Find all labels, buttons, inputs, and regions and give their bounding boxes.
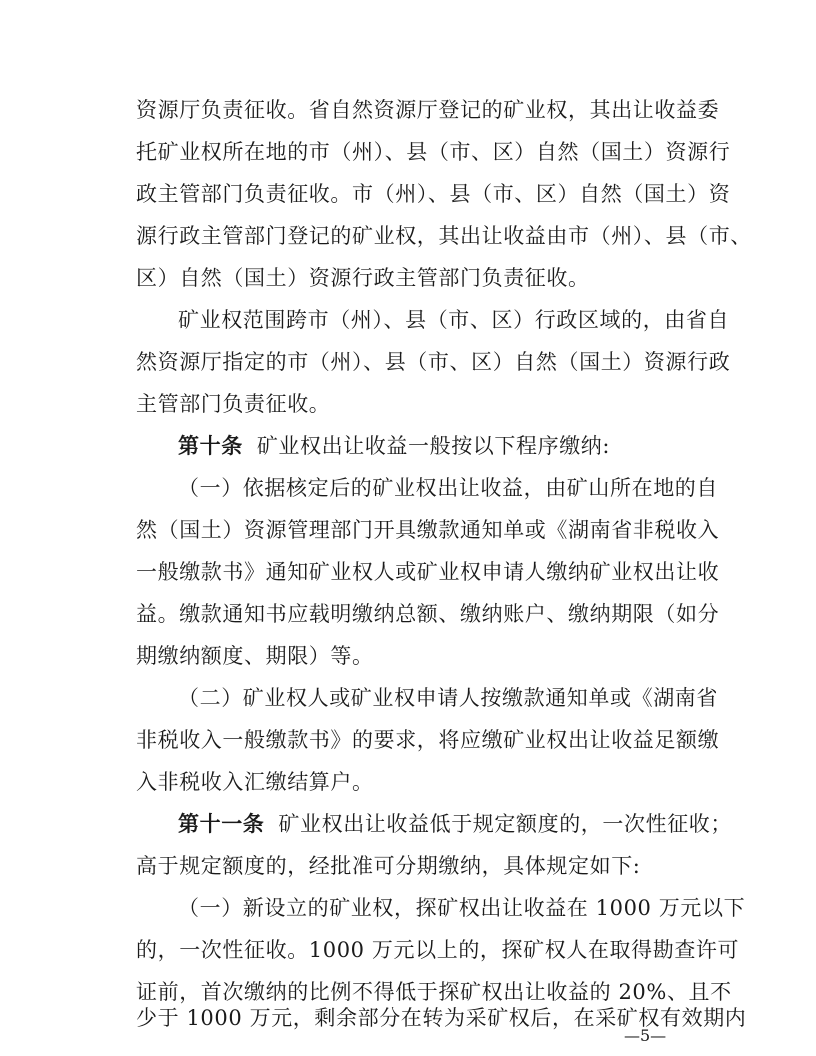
- body-text-line: 的，一次性征收。1000 万元以上的，探矿权人在取得勘查许可: [136, 938, 740, 962]
- article-text: 矿业权出让收益一般按以下程序缴纳:: [256, 434, 611, 458]
- body-text-line: 区）自然（国土）资源行政主管部门负责征收。: [136, 266, 590, 290]
- article-text: 矿业权出让收益低于规定额度的，一次性征收；: [278, 812, 733, 836]
- body-text-line: 资源厅负责征收。省自然资源厅登记的矿业权，其出让收益委: [136, 98, 720, 122]
- body-text-line: 益。缴款通知书应载明缴纳总额、缴纳账户、缴纳期限（如分: [136, 602, 720, 626]
- body-text-line: 源行政主管部门登记的矿业权，其出让收益由市（州）、县（市、: [136, 224, 752, 248]
- body-text-line: （一）依据核定后的矿业权出让收益，由矿山所在地的自: [178, 476, 718, 500]
- body-text-line: 高于规定额度的，经批准可分期缴纳，具体规定如下:: [136, 854, 641, 878]
- body-text-line: 期缴纳额度、期限）等。: [136, 644, 374, 668]
- article-heading: 第十一条: [178, 811, 265, 836]
- body-text-line: 非税收入一般缴款书》的要求，将应缴矿业权出让收益足额缴: [136, 728, 720, 752]
- body-text-line: 证前，首次缴纳的比例不得低于探矿权出让收益的 20%、且不: [136, 980, 732, 1004]
- article-heading: 第十条: [178, 433, 243, 458]
- body-text-line: 托矿业权所在地的市（州）、县（市、区）自然（国土）资源行: [136, 140, 731, 164]
- body-text-line: 入非税收入汇缴结算户。: [136, 770, 374, 794]
- body-text-line: 一般缴款书》通知矿业权人或矿业权申请人缴纳矿业权出让收: [136, 560, 720, 584]
- body-text-line: 政主管部门负责征收。市（州）、县（市、区）自然（国土）资: [136, 182, 731, 206]
- body-text-line: （二）矿业权人或矿业权申请人按缴款通知单或《湖南省: [178, 686, 718, 710]
- body-text-line: （一）新设立的矿业权，探矿权出让收益在 1000 万元以下: [178, 896, 746, 920]
- article-10-line: [136, 432, 684, 460]
- article-11-line: [136, 810, 733, 838]
- body-text-line: 矿业权范围跨市（州）、县（市、区）行政区域的，由省自: [178, 308, 730, 332]
- page-number: —5—: [624, 1026, 667, 1045]
- body-text-line: 主管部门负责征收。: [136, 392, 331, 416]
- body-text-line: 然资源厅指定的市（州）、县（市、区）自然（国土）资源行政: [136, 350, 731, 374]
- body-text-line: 然（国土）资源管理部门开具缴款通知单或《湖南省非税收入: [136, 518, 720, 542]
- body-text-line: 少于 1000 万元，剩余部分在转为采矿权后，在采矿权有效期内: [136, 1006, 747, 1030]
